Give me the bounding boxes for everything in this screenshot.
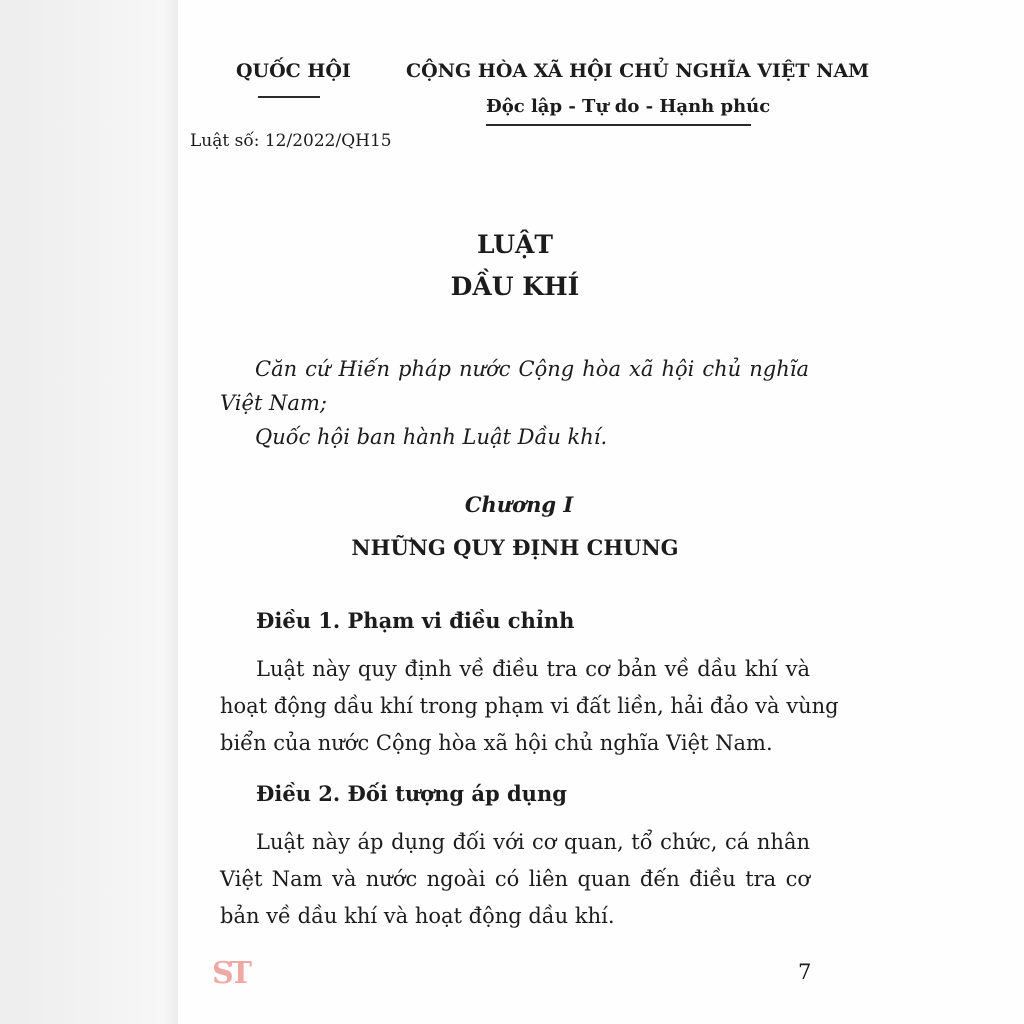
motto-underline <box>486 124 751 126</box>
law-number: Luật số: 12/2022/QH15 <box>190 131 392 151</box>
document-type: LUẬT <box>476 230 553 259</box>
page-number: 7 <box>798 960 812 984</box>
preamble-line: Việt Nam; <box>220 391 327 415</box>
preamble-line: Quốc hội ban hành Luật Dầu khí. <box>255 425 608 449</box>
article-text-line: bản về dầu khí và hoạt động dầu khí. <box>220 904 615 928</box>
issuer-name: QUỐC HỘI <box>236 60 351 82</box>
chapter-number: Chương I <box>464 492 574 517</box>
article-heading: Điều 2. Đối tượng áp dụng <box>256 781 567 806</box>
publisher-logo: ST <box>212 956 248 991</box>
article-text-line: hoạt động dầu khí trong phạm vi đất liền, hải đảo và vùng <box>220 694 839 718</box>
chapter-title: NHỮNG QUY ĐỊNH CHUNG <box>351 535 679 560</box>
country-name: CỘNG HÒA XÃ HỘI CHỦ NGHĨA VIỆT NAM <box>406 60 870 82</box>
article-text-line: Luật này quy định về điều tra cơ bản về dầu khí và <box>256 657 810 681</box>
issuer-underline <box>258 96 320 98</box>
article-heading: Điều 1. Phạm vi điều chỉnh <box>256 608 575 633</box>
law-title: DẦU KHÍ <box>450 272 580 301</box>
article-text-line: Luật này áp dụng đối với cơ quan, tổ chức, cá nhân <box>256 830 810 854</box>
preamble-line: Căn cứ Hiến pháp nước Cộng hòa xã hội chủ nghĩa <box>255 357 809 381</box>
national-motto: Độc lập - Tự do - Hạnh phúc <box>486 96 771 117</box>
article-text-line: Việt Nam và nước ngoài có liên quan đến điều tra cơ <box>220 867 810 891</box>
article-text-line: biển của nước Cộng hòa xã hội chủ nghĩa Việt Nam. <box>220 731 773 755</box>
